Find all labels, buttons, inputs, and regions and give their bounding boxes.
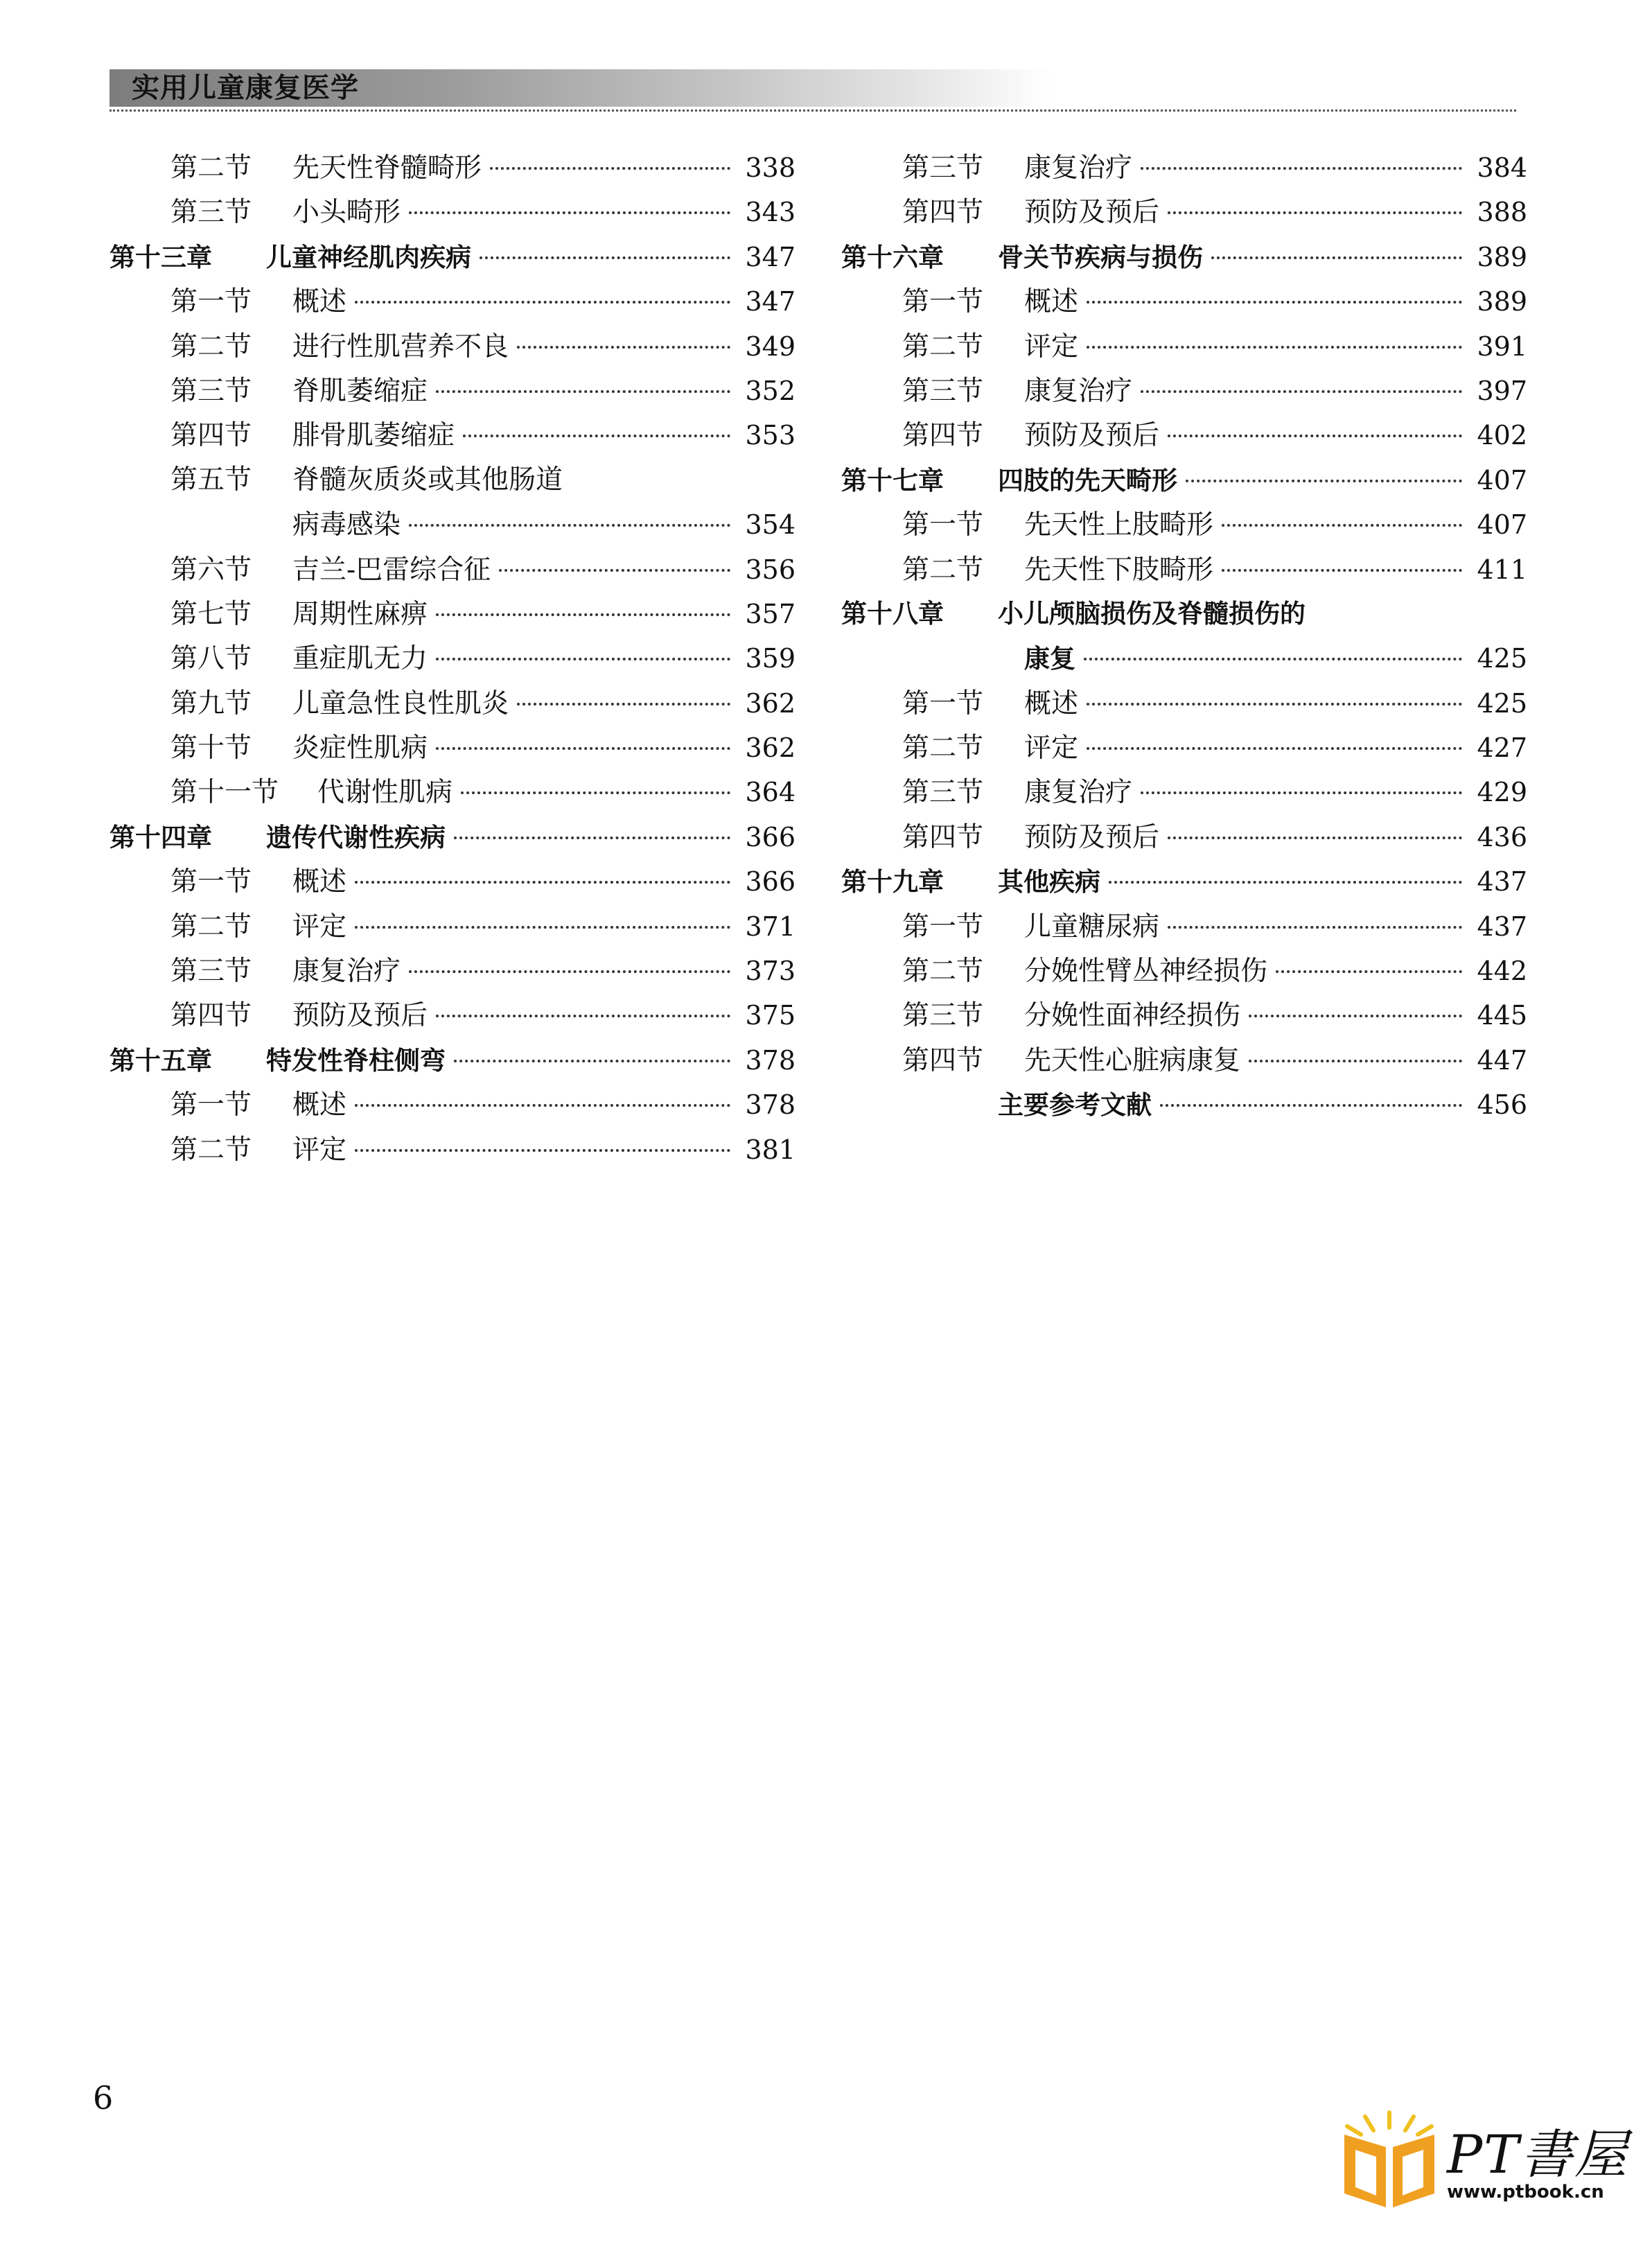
toc-page-number: 407 <box>1477 509 1527 541</box>
dot-leader <box>409 970 730 973</box>
dot-leader <box>1211 256 1462 259</box>
toc-page-number: 343 <box>745 197 796 228</box>
toc-page-number: 384 <box>1477 152 1527 183</box>
dot-leader <box>355 1104 730 1107</box>
toc-entry-number: 第一节 <box>170 866 252 898</box>
toc-right-column <box>841 146 1527 1128</box>
toc-page-number: 425 <box>1477 643 1527 674</box>
toc-page-number: 429 <box>1477 777 1527 808</box>
toc-chapter-row <box>109 815 796 859</box>
toc-page-number: 391 <box>1477 331 1527 362</box>
toc-entry-number: 第三节 <box>902 152 984 184</box>
toc-page-number: 349 <box>745 331 796 362</box>
toc-entry-number: 第二节 <box>170 911 252 943</box>
toc-entry-number: 第六节 <box>170 554 252 586</box>
toc-left-column <box>109 146 796 1172</box>
toc-section-row <box>841 770 1527 814</box>
toc-entry-title: 先天性心脏病康复 <box>1024 1044 1241 1076</box>
toc-page-number: 456 <box>1477 1089 1527 1121</box>
toc-section-row <box>841 324 1527 369</box>
toc-page-number: 353 <box>745 420 796 451</box>
toc-entry-title: 评定 <box>292 911 347 943</box>
toc-section-row <box>109 1083 796 1127</box>
toc-entry-title: 病毒感染 <box>292 509 401 541</box>
toc-section-row <box>109 502 796 547</box>
toc-page-number: 378 <box>745 1044 796 1076</box>
toc-entry-number: 第十节 <box>170 733 252 764</box>
toc-entry-number: 第一节 <box>170 286 252 318</box>
toc-entry-title: 其他疾病 <box>998 867 1100 897</box>
toc-section-row <box>109 548 796 592</box>
toc-entry-title: 康复治疗 <box>292 956 401 988</box>
toc-chapter-row <box>841 636 1527 681</box>
toc-chapter-row <box>109 1038 796 1083</box>
toc-entry-number: 第二节 <box>170 152 252 184</box>
toc-entry-title: 遗传代谢性疾病 <box>266 822 446 852</box>
toc-section-row <box>109 904 796 949</box>
dot-leader <box>409 211 730 214</box>
toc-section-row <box>109 770 796 814</box>
toc-chapter-row <box>841 859 1527 904</box>
dot-leader <box>1141 390 1462 393</box>
dot-leader <box>1276 970 1462 973</box>
toc-entry-title: 评定 <box>1024 733 1079 764</box>
toc-section-row <box>841 949 1527 993</box>
dot-leader <box>1249 1015 1462 1017</box>
toc-chapter-row <box>109 235 796 279</box>
toc-section-row <box>109 681 796 726</box>
dot-leader <box>454 837 730 839</box>
toc-entry-number: 第五节 <box>170 464 252 496</box>
toc-entry-number: 第三节 <box>170 375 252 407</box>
toc-page-number: 366 <box>745 866 796 897</box>
toc-entry-title: 骨关节疾病与损伤 <box>998 242 1203 272</box>
toc-section-row <box>109 458 796 502</box>
dot-leader <box>1084 658 1462 660</box>
dot-leader <box>436 658 730 660</box>
toc-section-row <box>841 548 1527 592</box>
dot-leader <box>409 524 730 527</box>
toc-chapter-row <box>841 592 1527 636</box>
toc-page-number: 352 <box>745 375 796 406</box>
toc-page-number: 437 <box>1477 911 1527 942</box>
dot-leader <box>1222 524 1462 527</box>
toc-entry-title: 特发性脊柱侧弯 <box>266 1045 446 1076</box>
header-rule <box>109 110 1516 112</box>
toc-entry-title: 儿童糖尿病 <box>1024 911 1160 943</box>
toc-section-row <box>841 146 1527 190</box>
toc-entry-title: 先天性下肢畸形 <box>1024 554 1214 586</box>
dot-leader <box>517 346 730 349</box>
dot-leader <box>463 435 730 437</box>
toc-section-row <box>841 815 1527 859</box>
toc-page-number: 357 <box>745 598 796 629</box>
toc-section-row <box>841 1038 1527 1083</box>
dot-leader <box>436 390 730 393</box>
toc-entry-title: 分娩性面神经损伤 <box>1024 1000 1241 1032</box>
toc-section-row <box>841 279 1527 324</box>
toc-entry-title: 概述 <box>292 866 347 898</box>
toc-page-number: 338 <box>745 152 796 183</box>
toc-entry-number: 第四节 <box>902 821 984 853</box>
dot-leader <box>355 301 730 304</box>
toc-entry-title: 康复治疗 <box>1024 777 1133 809</box>
toc-entry-number: 第三节 <box>902 1000 984 1032</box>
toc-entry-number: 第一节 <box>902 286 984 318</box>
dot-leader <box>461 791 730 794</box>
toc-entry-number: 第八节 <box>170 643 252 675</box>
toc-entry-title: 进行性肌营养不良 <box>292 331 509 362</box>
toc-entry-number: 第二节 <box>902 331 984 362</box>
toc-page-number: 389 <box>1477 241 1527 272</box>
toc-page-number: 362 <box>745 687 796 719</box>
dot-leader <box>355 881 730 884</box>
toc-page-number: 373 <box>745 956 796 987</box>
toc-page-number: 366 <box>745 821 796 852</box>
toc-entry-number: 第十八章 <box>841 598 944 629</box>
toc-page-number: 375 <box>745 1000 796 1031</box>
dot-leader <box>517 703 730 706</box>
toc-section-row <box>841 681 1527 726</box>
dot-leader <box>1249 1060 1462 1062</box>
toc-entry-number: 第一节 <box>902 911 984 943</box>
toc-entry-title: 脊肌萎缩症 <box>292 375 428 407</box>
dot-leader <box>1160 1104 1462 1107</box>
toc-section-row <box>109 1128 796 1172</box>
toc-entry-title: 炎症性肌病 <box>292 733 428 764</box>
toc-page-number: 347 <box>745 241 796 272</box>
toc-entry-number: 第三节 <box>170 956 252 988</box>
toc-page-number: 425 <box>1477 687 1527 719</box>
toc-page-number: 359 <box>745 643 796 674</box>
toc-page-number: 364 <box>745 777 796 808</box>
toc-page-number: 437 <box>1477 866 1527 897</box>
toc-chapter-row <box>841 458 1527 502</box>
toc-entry-title: 概述 <box>1024 286 1079 318</box>
toc-entry-title: 预防及预后 <box>1024 197 1160 229</box>
toc-entry-number: 第四节 <box>902 420 984 452</box>
toc-entry-title: 四肢的先天畸形 <box>998 465 1177 496</box>
toc-entry-title: 概述 <box>292 1089 347 1121</box>
toc-page-number: 354 <box>745 509 796 541</box>
toc-entry-title: 康复治疗 <box>1024 375 1133 407</box>
toc-entry-title: 概述 <box>1024 687 1079 719</box>
toc-page-number: 388 <box>1477 197 1527 228</box>
toc-section-row <box>109 324 796 369</box>
toc-entry-number: 第九节 <box>170 687 252 719</box>
dot-leader <box>1141 167 1462 170</box>
toc-entry-title: 评定 <box>292 1134 347 1166</box>
toc-entry-number: 第十四章 <box>109 822 212 852</box>
toc-section-row <box>109 993 796 1037</box>
toc-entry-number: 第二节 <box>170 331 252 362</box>
toc-section-row <box>109 592 796 636</box>
toc-section-row <box>841 904 1527 949</box>
watermark-logo <box>1337 2100 1628 2218</box>
toc-chapter-row <box>841 235 1527 279</box>
toc-section-row <box>109 413 796 457</box>
toc-section-row <box>841 369 1527 413</box>
toc-section-row <box>109 726 796 770</box>
toc-section-row <box>841 726 1527 770</box>
dot-leader <box>436 747 730 750</box>
dot-leader <box>480 256 730 259</box>
dot-leader <box>355 1149 730 1152</box>
toc-page-number: 411 <box>1477 554 1527 585</box>
toc-section-row <box>109 369 796 413</box>
toc-entry-number: 第四节 <box>902 1044 984 1076</box>
toc-entry-title: 腓骨肌萎缩症 <box>292 420 455 452</box>
dot-leader <box>1087 346 1462 349</box>
toc-section-row <box>109 190 796 234</box>
toc-entry-title: 小儿颅脑损伤及脊髓损伤的 <box>998 598 1306 629</box>
toc-page-number: 362 <box>745 733 796 764</box>
toc-section-row <box>109 146 796 190</box>
toc-entry-number: 第二节 <box>902 956 984 988</box>
toc-entry-number: 第二节 <box>902 733 984 764</box>
dot-leader <box>1087 703 1462 706</box>
toc-entry-number: 第七节 <box>170 598 252 630</box>
toc-section-row <box>109 279 796 324</box>
dot-leader <box>1087 747 1462 750</box>
dot-leader <box>1168 837 1462 839</box>
toc-entry-title: 主要参考文献 <box>998 1090 1152 1121</box>
book-title: 实用儿童康复医学 <box>132 72 359 104</box>
toc-page-number: 445 <box>1477 1000 1527 1031</box>
dot-leader <box>1222 569 1462 572</box>
toc-entry-title: 周期性麻痹 <box>292 598 428 630</box>
toc-entry-number: 第十六章 <box>841 242 944 272</box>
dot-leader <box>1109 881 1462 884</box>
toc-entry-number: 第十七章 <box>841 465 944 496</box>
toc-entry-title: 概述 <box>292 286 347 318</box>
toc-entry-title: 分娩性臂丛神经损伤 <box>1024 956 1268 988</box>
dot-leader <box>1186 480 1462 482</box>
toc-entry-title: 儿童神经肌肉疾病 <box>266 242 471 272</box>
toc-entry-title: 代谢性肌病 <box>317 777 453 809</box>
toc-entry-title: 儿童急性良性肌炎 <box>292 687 509 719</box>
toc-entry-number: 第四节 <box>170 420 252 452</box>
page-number: 6 <box>93 2079 114 2117</box>
toc-entry-title: 先天性脊髓畸形 <box>292 152 482 184</box>
toc-entry-number: 第一节 <box>170 1089 252 1121</box>
dot-leader <box>1168 926 1462 929</box>
toc-section-row <box>109 859 796 904</box>
watermark-text: PT書屋 <box>1447 2123 1628 2185</box>
toc-entry-number: 第二节 <box>902 554 984 586</box>
dot-leader <box>490 167 730 170</box>
toc-page-number: 442 <box>1477 956 1527 987</box>
toc-entry-title: 小头畸形 <box>292 197 401 229</box>
toc-section-row <box>841 993 1527 1037</box>
toc-page-number: 397 <box>1477 375 1527 406</box>
dot-leader <box>1087 301 1462 304</box>
toc-entry-number: 第四节 <box>170 1000 252 1032</box>
toc-entry-title: 先天性上肢畸形 <box>1024 509 1214 541</box>
toc-entry-number: 第一节 <box>902 687 984 719</box>
toc-entry-title: 预防及预后 <box>1024 420 1160 452</box>
dot-leader <box>436 1015 730 1017</box>
toc-entry-number: 第三节 <box>170 197 252 229</box>
toc-page-number: 447 <box>1477 1044 1527 1076</box>
dot-leader <box>499 569 730 572</box>
dot-leader <box>436 613 730 616</box>
toc-page-number: 347 <box>745 286 796 317</box>
dot-leader <box>355 926 730 929</box>
dot-leader <box>1168 211 1462 214</box>
toc-chapter-row <box>841 1083 1527 1127</box>
toc-entry-title: 康复治疗 <box>1024 152 1133 184</box>
toc-page-number: 378 <box>745 1089 796 1121</box>
toc-entry-title: 脊髓灰质炎或其他肠道 <box>292 464 563 496</box>
toc-section-row <box>841 413 1527 457</box>
toc-entry-title: 康复 <box>1024 644 1075 674</box>
toc-page-number: 436 <box>1477 821 1527 852</box>
dot-leader <box>1141 791 1462 794</box>
toc-entry-title: 重症肌无力 <box>292 643 428 675</box>
watermark-url: www.ptbook.cn <box>1447 2182 1604 2202</box>
toc-page-number: 427 <box>1477 733 1527 764</box>
toc-entry-title: 评定 <box>1024 331 1079 362</box>
toc-page-number: 407 <box>1477 464 1527 496</box>
toc-entry-number: 第四节 <box>902 197 984 229</box>
toc-section-row <box>109 949 796 993</box>
dot-leader <box>1168 435 1462 437</box>
toc-entry-title: 吉兰-巴雷综合征 <box>292 554 491 586</box>
toc-entry-number: 第一节 <box>902 509 984 541</box>
toc-entry-number: 第十五章 <box>109 1045 212 1076</box>
toc-entry-number: 第二节 <box>170 1134 252 1166</box>
toc-entry-number: 第十三章 <box>109 242 212 272</box>
toc-page-number: 381 <box>745 1134 796 1165</box>
toc-page-number: 371 <box>745 911 796 942</box>
toc-entry-number: 第三节 <box>902 777 984 809</box>
toc-page-number: 356 <box>745 554 796 585</box>
toc-page-number: 402 <box>1477 420 1527 451</box>
toc-section-row <box>841 502 1527 547</box>
toc-entry-number: 第十一节 <box>170 777 279 809</box>
book-logo-icon <box>1337 2107 1441 2211</box>
toc-section-row <box>109 636 796 681</box>
toc-page-number: 389 <box>1477 286 1527 317</box>
toc-section-row <box>841 190 1527 234</box>
toc-entry-title: 预防及预后 <box>292 1000 428 1032</box>
toc-entry-number: 第十九章 <box>841 867 944 897</box>
dot-leader <box>454 1060 730 1062</box>
toc-entry-title: 预防及预后 <box>1024 821 1160 853</box>
toc-entry-number: 第三节 <box>902 375 984 407</box>
